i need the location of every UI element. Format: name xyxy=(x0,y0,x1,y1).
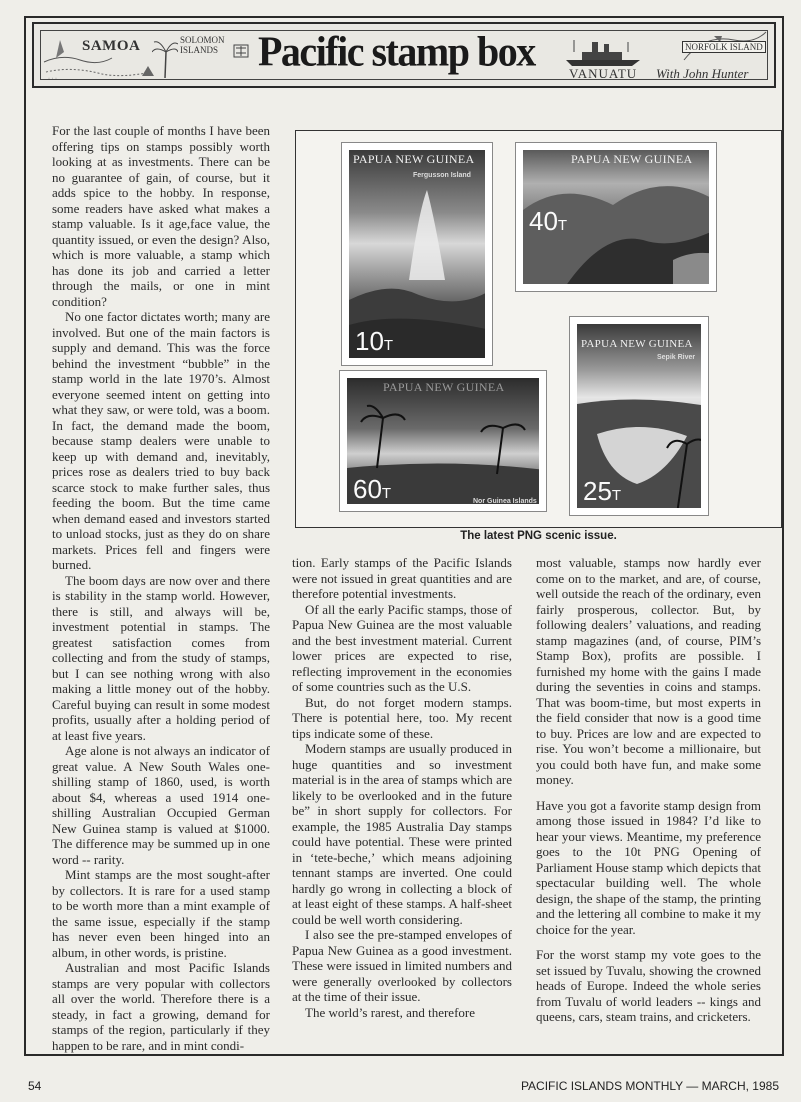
photo-caption: The latest PNG scenic issue. xyxy=(460,530,617,542)
stamp-country: PAPUA NEW GUINEA xyxy=(581,338,693,350)
stamp-location: Sepik River xyxy=(657,354,696,361)
article-column-1 xyxy=(52,123,270,1053)
ship-icon xyxy=(564,38,644,68)
stamp-value-unit: T xyxy=(611,487,622,504)
column-title: Pacific stamp box xyxy=(258,27,535,76)
banner-solomon-label xyxy=(180,35,225,55)
paragraph: Mint stamps are the most sought-after by collectors. It is rare for a used stamp to be worth more than a mint example of the same issue, especially if the stamp has never even been hinged into an album, in other words, is pristine. xyxy=(52,867,270,960)
palm-tree-icon xyxy=(152,38,178,80)
stamp-value-unit: T xyxy=(381,485,392,502)
paragraph: The world’s rarest, and therefore xyxy=(305,1004,476,1020)
stamp-country: PAPUA NEW GUINEA xyxy=(353,152,475,166)
paragraph: No one factor dictates worth; many are involved. But one of the main factors is supply and demand. This was the force behind the investment “bubble” in the stamp world in the late 1970’s. Almost everyone seemed intent on getting into what they saw, or were told, was a boom. In fact, the demand made the boom, because stamp dealers were unable to keep up with demand and, inevitably, prices rose as dealers tried to buy back scarce stock to make further sales, thus feeding the boom. But the time came when demand eased and investors started to unload stocks, just as they do on share markets. Prices fell and fingers were burned. xyxy=(52,309,270,572)
stamp-60t xyxy=(340,371,546,511)
banner-norfolk-label: NORFOLK ISLAND xyxy=(682,41,766,53)
article-column-3 xyxy=(536,555,761,1025)
paragraph: Have you got a favorite stamp design from among those issued in 1984? I’d like to hear your views. Meantime, my preference goes to the 10t PNG Opening of Parliament House stamp which depicts that spectacular building well. The whole design, the shape of the stamp, the printing and the lettering all combine to make it my choice for the year. xyxy=(536,797,761,937)
paragraph: Of all the early Pacific stamps, those of Papua New Guinea are the most valuable and the best investment material. Current lower prices are expected to rise, reflecting improvement in the economies of some countries such as the U.S. xyxy=(292,601,512,694)
stamp-value-number: 40 xyxy=(529,206,558,236)
stamp-25t xyxy=(570,317,708,515)
paragraph: Modern stamps are usually produced in huge quantities and so investment material is in the area of stamps which are likely to be overlooked and in the future be” in short supply for collectors. For example, the 1985 Australia Day stamps could have potential. These were printed in ‘tete-beche,’ which means adjoining tennant stamps are inverted. One could hardly go wrong in collecting a block of at least eight of these stamps. A half-sheet could be well worth considering. xyxy=(292,741,512,927)
stamp-value xyxy=(355,326,393,357)
paragraph: I also see the pre-stamped envelopes of Papua New Guinea as a good investment. These were issued in limited numbers and were generally overlooked by collectors at the time of their issue. xyxy=(292,927,512,1004)
stamp-value-number: 25 xyxy=(583,476,612,506)
banner-vanuatu-label: VANUATU xyxy=(569,66,638,81)
stamp-country: PAPUA NEW GUINEA xyxy=(571,152,693,166)
paragraph: The boom days are now over and there is stability in the stamp world. However, there is still, and always will be, investment potential in stamps. The greatest satisfaction comes from collecting and from the study of stamps, but I can see nothing wrong with also making a little money out of the hobby. Careful buying can result in some modest profits, usually after a holding period of at least five years. xyxy=(52,572,270,743)
solomon-crest-icon xyxy=(232,42,250,60)
header-banner xyxy=(32,22,776,88)
paragraph: Australian and most Pacific Islands stamps are very popular with collectors all over the world. Therefore there is a steady, in fact a growing, demand for stamps of the region, particularly if they happen to be rare, and in mint condi- xyxy=(52,960,270,1053)
stamp-country: PAPUA NEW GUINEA xyxy=(383,380,505,394)
stamp-location: Nor Guinea Islands xyxy=(473,498,537,505)
publication-footer: PACIFIC ISLANDS MONTHLY — MARCH, 1985 xyxy=(520,1079,779,1093)
paragraph: But, do not forget modern stamps. There is potential here, too. My recent tips indicate some of these. xyxy=(292,694,512,741)
svg-text:· · ·: · · · xyxy=(48,76,57,82)
paragraph: For the last couple of months I have been offering tips on stamps possibly worth looking at as investments. There can be no guarantee of gain, of course, but it adds spice to the hobby. In response, some readers have asked what makes a stamp valuable. Is it age,face value, the quantity issued, or even the design? Also, which is more valuable, a stamp which has done its job and carried a letter through the mails, or one in mint condition? xyxy=(52,123,270,309)
stamp-value-number: 60 xyxy=(353,474,382,504)
paragraph: For the worst stamp my vote goes to the set issued by Tuvalu, showing the crowned heads of Europe. Indeed the whole series from Tuvalu of world leaders -- kings and queens, cars, steam trains, and cricketers. xyxy=(536,947,761,1024)
stamps-photo xyxy=(295,130,782,528)
author-byline: With John Hunter xyxy=(656,66,749,81)
stamp-value xyxy=(529,206,567,237)
stamp-10t xyxy=(342,143,492,365)
islands-text: ISLANDS xyxy=(180,45,219,55)
stamp-location: Fergusson Island xyxy=(413,172,471,179)
paragraph: Age alone is not always an indicator of great value. A New South Wales one-shilling stamp of 1860, used, is worth about $4, whereas a used 1914 one-shilling Australian Occupied German New Guinea stamp is valued at $1000. The difference may be summed up in one word -- rarity. xyxy=(52,743,270,867)
paragraph: most valuable, stamps now hardly ever come on to the market, and are, of course, well outside the reach of the ordinary, even fairly prosperous, collector. But, by following dealers’ valuations, and reading stamp magazines (and, of course, PIM’s Stamp Box), profits are possible. I furnished my home with the gains I made during the seventies in coins and stamps. That was boom-time, but most experts in the field consider that now is a good time to buy. Prices are low and are expected to rise. You won’t become a millionaire, but you could both have fun, and make some money. xyxy=(536,555,761,787)
stamp-value-number: 10 xyxy=(355,326,384,356)
banner-samoa-label: SAMOA xyxy=(82,38,141,54)
stamp-40t xyxy=(516,143,716,291)
stamp-value-unit: T xyxy=(557,217,568,234)
stamp-value xyxy=(583,476,621,507)
paragraph: tion. Early stamps of the Pacific Islands were not issued in great quantities and are therefore potential investments. xyxy=(292,555,512,601)
stamp-value xyxy=(353,474,391,505)
solomon-text: SOLOMON xyxy=(180,35,225,45)
stamp-value-unit: T xyxy=(383,337,394,354)
article-column-2 xyxy=(292,555,512,1020)
page-number: 54 xyxy=(28,1079,42,1093)
